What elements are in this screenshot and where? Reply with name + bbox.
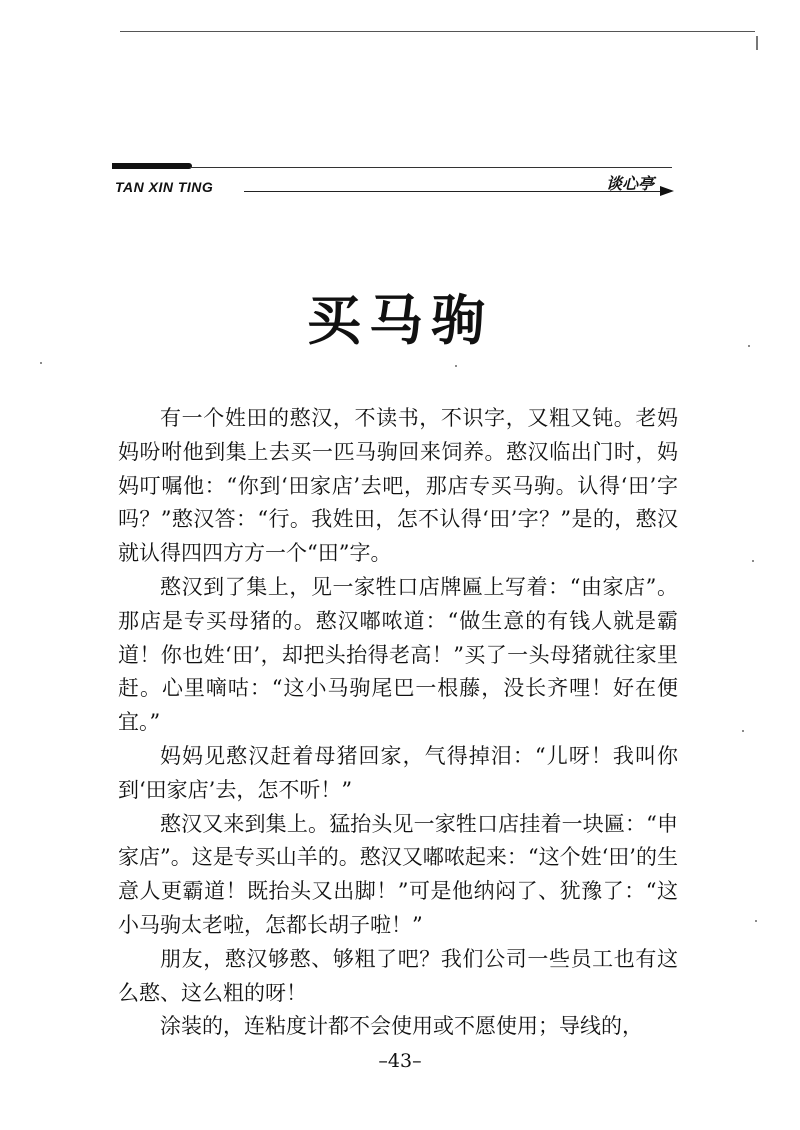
paragraph: 涂装的，连粘度计都不会使用或不愿使用；导线的， — [160, 1014, 643, 1039]
paragraph: 朋友，憨汉够憨、够粗了吧？我们公司一些员工也有这么憨、这么粗的呀！ — [118, 946, 678, 1005]
scan-speck — [40, 362, 42, 364]
paragraph: 有一个姓田的憨汉，不读书，不识字，又粗又钝。老妈妈吩咐他到集上去买一匹马驹回来饲养。憨汉临出门时，妈妈叮嘱他：“你到‘田家店’去吧，那店专买马驹。认得‘田’字吗？”憨汉答：“行。我姓田，怎不认得‘田’字？”是的，憨汉就认得四四方方一个“田”字。 — [118, 406, 678, 566]
header-thick-bar — [112, 163, 192, 169]
scan-speck — [742, 730, 744, 732]
paragraph: 妈妈见憨汉赶着母猪回家，气得掉泪：“儿呀！我叫你到‘田家店’去，怎不听！” — [118, 743, 678, 802]
scan-speck — [455, 365, 457, 367]
edge-mark — [756, 36, 758, 50]
scan-speck — [748, 345, 750, 347]
arrow-right-icon — [660, 186, 674, 196]
header-top-line — [190, 167, 672, 168]
paragraph: 憨汉到了集上，见一家牲口店牌匾上写着：“由家店”。那店是专买母猪的。憨汉嘟哝道：“做生意的有钱人就是霸道！你也姓‘田’，却把头抬得老高！”买了一头母猪就往家里赶。心里嘀咕：“这小马驹尾巴一根藤，没长齐哩！好在便宜。” — [118, 574, 678, 735]
running-header — [112, 163, 672, 203]
article-title: 买马驹 — [307, 288, 493, 352]
paragraph: 憨汉又来到集上。猛抬头见一家牲口店挂着一块匾：“申家店”。这是专买山羊的。憨汉又嘟哝起来：“这个姓‘田’的生意人更霸道！既抬头又出脚！”可是他纳闷了、犹豫了：“这小马驹太老啦，怎都长胡子啦！” — [118, 811, 678, 937]
header-line — [244, 191, 662, 192]
scan-speck — [752, 560, 754, 562]
page-number: –43– — [378, 1050, 422, 1072]
header-chinese-title: 谈心亭 — [606, 174, 655, 193]
article-body — [118, 402, 678, 1044]
header-latin-title: TAN XIN TING — [115, 179, 214, 195]
top-rule — [120, 31, 755, 32]
scan-speck — [755, 920, 757, 922]
